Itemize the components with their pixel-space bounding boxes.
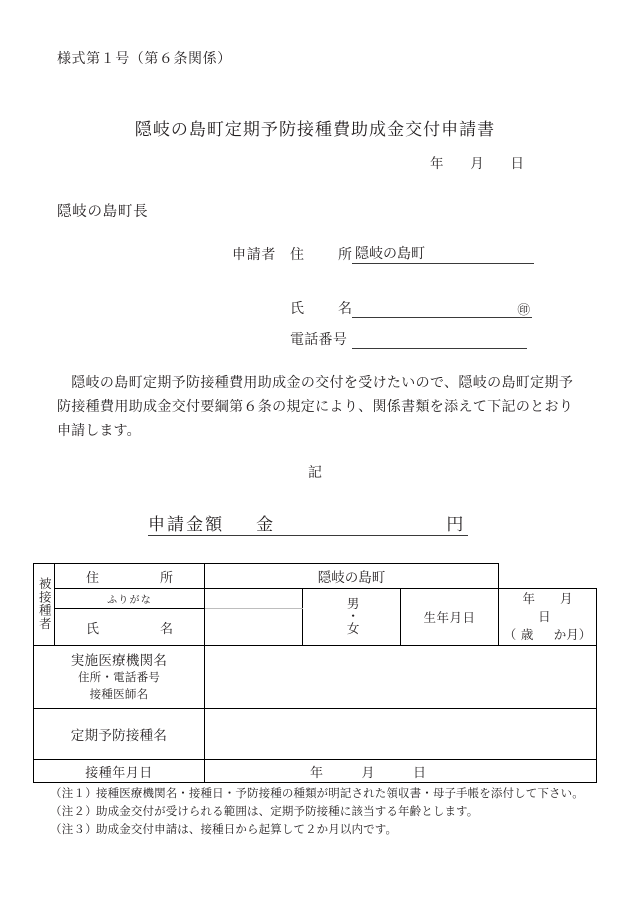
- note-tag: （注２）: [50, 805, 97, 818]
- name-value-cell[interactable]: [205, 609, 303, 646]
- dob-value-cell[interactable]: [499, 589, 597, 646]
- note-item: [50, 804, 600, 822]
- clinic-label-line3: 接種医師名: [89, 688, 149, 701]
- name-label-cell: 氏 名: [55, 609, 205, 646]
- amount-kin-label: 金: [256, 515, 274, 534]
- applicant-address-label-char1: 住: [290, 248, 304, 263]
- vaccination-date-year: 年: [310, 764, 324, 780]
- applicant-tel-row: [232, 325, 534, 349]
- furigana-label-cell: ふりがな: [55, 589, 205, 609]
- note-text: 助成金交付が受けられる範囲は、定期予防接種に該当する年齢とします。: [96, 805, 479, 818]
- applicant-name-label: [290, 298, 352, 318]
- dob-date-line: 年 月 日: [522, 591, 598, 624]
- clinic-label-line1: 実施医療機関名: [70, 653, 168, 669]
- vaccination-date-month: 月: [361, 764, 375, 780]
- clinic-value-cell[interactable]: [205, 646, 597, 709]
- note-text: 助成金交付申請は、接種日から起算して２か月以内です。: [96, 823, 398, 836]
- table-row-clinic: [34, 646, 597, 709]
- clinic-label-line2: 住所・電話番号: [77, 672, 161, 685]
- note-tag: （注１）: [50, 788, 97, 800]
- addressee: 隠岐の島町長: [57, 204, 149, 220]
- body-paragraph: [57, 372, 573, 444]
- recipient-vertical-header: 被接種者: [34, 564, 55, 646]
- table-row-vaccination-date: [34, 760, 597, 783]
- form-number: 様式第１号（第６条関係）: [57, 52, 232, 67]
- date-year-label: 年: [430, 156, 444, 171]
- applicant-name-row: [232, 294, 534, 318]
- note-item: [50, 786, 600, 804]
- application-detail-table: [33, 563, 597, 783]
- note-item: [50, 822, 600, 840]
- applicant-address-label: [290, 244, 352, 264]
- amount-line: [148, 510, 468, 536]
- applicant-tel-field[interactable]: [352, 330, 527, 349]
- sex-cell[interactable]: 男・女: [303, 589, 401, 646]
- dob-age-line: [499, 626, 596, 644]
- address-value-cell[interactable]: 隠岐の島町: [205, 564, 499, 589]
- applicant-address-field[interactable]: 隠岐の島町: [352, 245, 534, 264]
- applicant-name-label-char1: 氏: [290, 302, 304, 317]
- applicant-tel-label: 電話番号: [290, 333, 348, 348]
- applicant-spacer: [232, 264, 534, 294]
- furigana-value-cell[interactable]: [205, 589, 303, 609]
- applicant-name-field[interactable]: [352, 299, 532, 318]
- applicant-lead-label: 申請者: [232, 248, 277, 263]
- date-month-label: 月: [470, 156, 484, 171]
- amount-unit: 円: [446, 515, 464, 534]
- applicant-address-row: [232, 240, 534, 264]
- dob-age-label: 歳: [520, 628, 534, 643]
- amount-label: 申請金額: [148, 515, 225, 534]
- dob-label-cell: 生年月日: [401, 589, 499, 646]
- ki-marker: 記: [308, 466, 322, 481]
- applicant-name-label-char2: 名: [338, 302, 352, 317]
- dob-months-label: か月）: [553, 628, 592, 643]
- applicant-block: [232, 240, 534, 349]
- submission-date-line: [430, 152, 524, 172]
- address-label-cell: 住 所: [55, 564, 205, 589]
- dob-paren-open: （: [503, 628, 517, 643]
- clinic-label-cell: [34, 646, 205, 709]
- vaccination-date-value-cell[interactable]: [205, 760, 597, 783]
- table-row-address: [34, 564, 597, 589]
- document-title: 隠岐の島町定期予防接種費助成金交付申請書: [134, 120, 496, 139]
- note-tag: （注３）: [50, 823, 97, 836]
- vaccination-date-day: 日: [413, 764, 427, 780]
- applicant-address-label-char2: 所: [338, 248, 352, 263]
- date-day-label: 日: [510, 156, 524, 171]
- vaccine-value-cell[interactable]: [205, 709, 597, 760]
- vaccine-label-cell: 定期予防接種名: [34, 709, 205, 760]
- body-paragraph-text: 隠岐の島町定期予防接種費用助成金の交付を受けたいので、隠岐の島町定期予防接種費用助成金交付要綱第６条の規定により、関係書類を添えて下記のとおり申請します。: [57, 376, 573, 440]
- table-row-furigana: [34, 589, 597, 609]
- table-row-vaccine: [34, 709, 597, 760]
- notes-section: [50, 786, 600, 839]
- vaccination-date-label-cell: 接種年月日: [34, 760, 205, 783]
- seal-icon: ㊞: [517, 302, 530, 317]
- note-text: 接種医療機関名・接種日・予防接種の種類が明記された領収書・母子手帳を添付して下さい。: [96, 788, 584, 800]
